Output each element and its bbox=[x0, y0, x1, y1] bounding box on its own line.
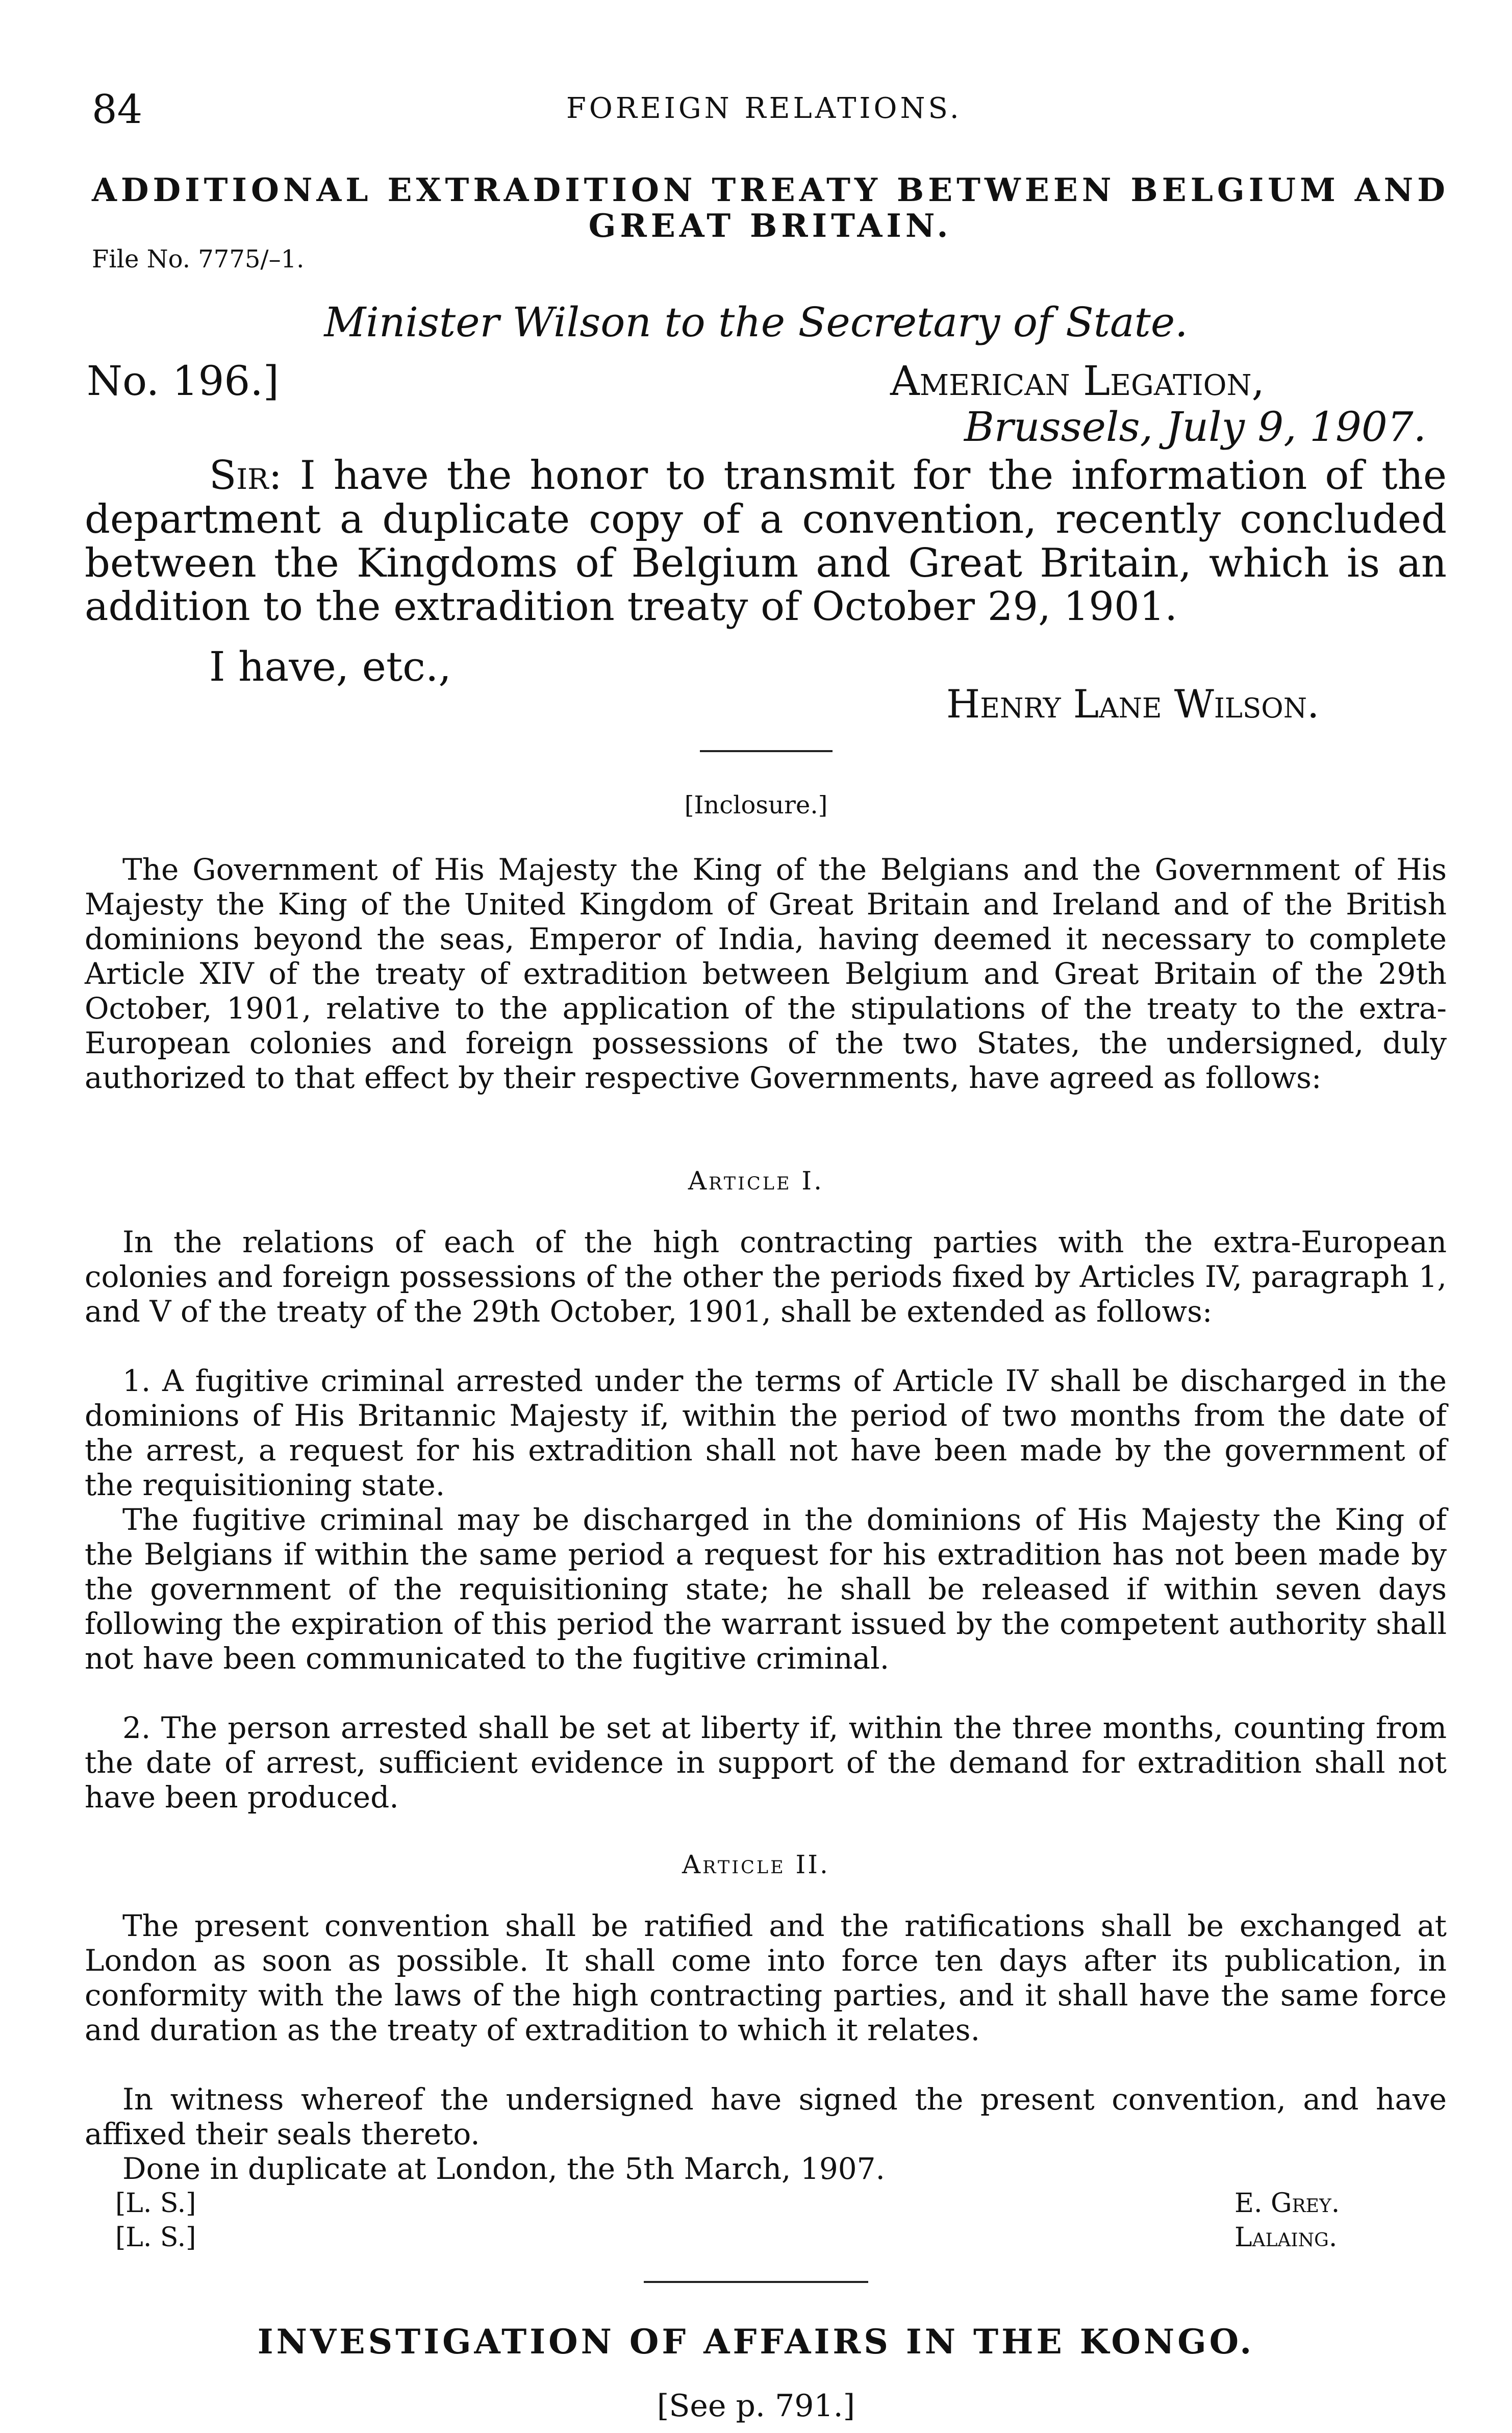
article-2-heading: Article II. bbox=[682, 1850, 830, 1879]
done-clause: Done in duplicate at London, the 5th March, 1907. bbox=[122, 2151, 885, 2186]
article-1-heading: Article I. bbox=[688, 1166, 824, 1196]
letter-body bbox=[85, 454, 1447, 629]
cross-reference: [See p. 791.] bbox=[657, 2388, 855, 2424]
signatory-lalaing: Lalaing. bbox=[1234, 2222, 1338, 2253]
salutation: Sir: bbox=[209, 453, 282, 499]
document-title-line2: GREAT BRITAIN. bbox=[588, 207, 952, 244]
article-2-text: The present convention shall be ratified and the ratifications shall be exchanged at London as soon as possible. It shall come into force ten days after its publication, in conformity with the laws of the high contracting parties, and it shall have the same force and duration as the treaty of extradition to which it relates. bbox=[85, 1908, 1447, 2047]
section-title: INVESTIGATION OF AFFAIRS IN THE KONGO. bbox=[257, 2322, 1255, 2362]
section-divider-rule bbox=[644, 2281, 868, 2283]
dispatch-number: No. 196.] bbox=[87, 357, 279, 405]
signatory-grey: E. Grey. bbox=[1234, 2188, 1340, 2219]
letter-signature: Henry Lane Wilson. bbox=[946, 681, 1320, 727]
document-title-line1: ADDITIONAL EXTRADITION TREATY BETWEEN BELGIUM AND bbox=[92, 171, 1449, 209]
file-number: File No. 7775/–1. bbox=[92, 245, 305, 274]
enclosure-label: [Inclosure.] bbox=[684, 791, 828, 820]
running-head: FOREIGN RELATIONS. bbox=[566, 92, 962, 125]
page-number: 84 bbox=[92, 87, 143, 133]
letter-heading: Minister Wilson to the Secretary of State. bbox=[324, 299, 1188, 346]
divider-rule bbox=[700, 750, 833, 752]
article-1-point-1b: The fugitive criminal may be discharged in the dominions of His Majesty the King of the Belgians if within the same period a request for his extradition has not been made by the government of the requisitioning state; he shall be released if within seven days following the expiration of this period the warrant issued by the competent authority shall not have been communicated to the fugitive criminal. bbox=[85, 1502, 1447, 1676]
dateline: Brussels, July 9, 1907. bbox=[964, 403, 1427, 451]
letter-closing: I have, etc., bbox=[209, 643, 451, 690]
witness-clause: In witness whereof the undersigned have signed the present convention, and have affixed their seals thereto. bbox=[85, 2082, 1447, 2151]
seal-mark-2: [L. S.] bbox=[115, 2222, 196, 2253]
legation-address: American Legation, bbox=[890, 357, 1265, 405]
article-1-intro: In the relations of each of the high contracting parties with the extra-European colonies and foreign possessions of the other the periods fixed by Articles IV, paragraph 1, and V of the treaty of the 29th October, 1901, shall be extended as follows: bbox=[85, 1225, 1447, 1329]
article-1-point-2: 2. The person arrested shall be set at liberty if, within the three months, counting from the date of arrest, sufficient evidence in support of the demand for extradition shall not have been produced. bbox=[85, 1710, 1447, 1815]
article-1-point-1: 1. A fugitive criminal arrested under the terms of Article IV shall be discharged in the dominions of His Britannic Majesty if, within the period of two months from the date of the arrest, a request for his extradition shall not have been made by the government of the requisitioning state. bbox=[85, 1363, 1447, 1502]
seal-mark-1: [L. S.] bbox=[115, 2188, 196, 2219]
enclosure-preamble: The Government of His Majesty the King of the Belgians and the Government of His Majesty the King of the United Kingdom of Great Britain and Ireland and of the British dominions beyond the seas, Emperor of India, having deemed it necessary to complete Article XIV of the treaty of extradition between Belgium and Great Britain of the 29th October, 1901, relative to the application of the stipulations of the treaty to the extra-European colonies and foreign possessions of the two States, the undersigned, duly authorized to that effect by their respective Governments, have agreed as follows: bbox=[85, 852, 1447, 1095]
letter-body-text: I have the honor to transmit for the information of the department a duplicate copy of a convention, recently concluded between the Kingdoms of Belgium and Great Britain, which is an addition to the extradition treaty of October 29, 1901. bbox=[85, 453, 1447, 630]
